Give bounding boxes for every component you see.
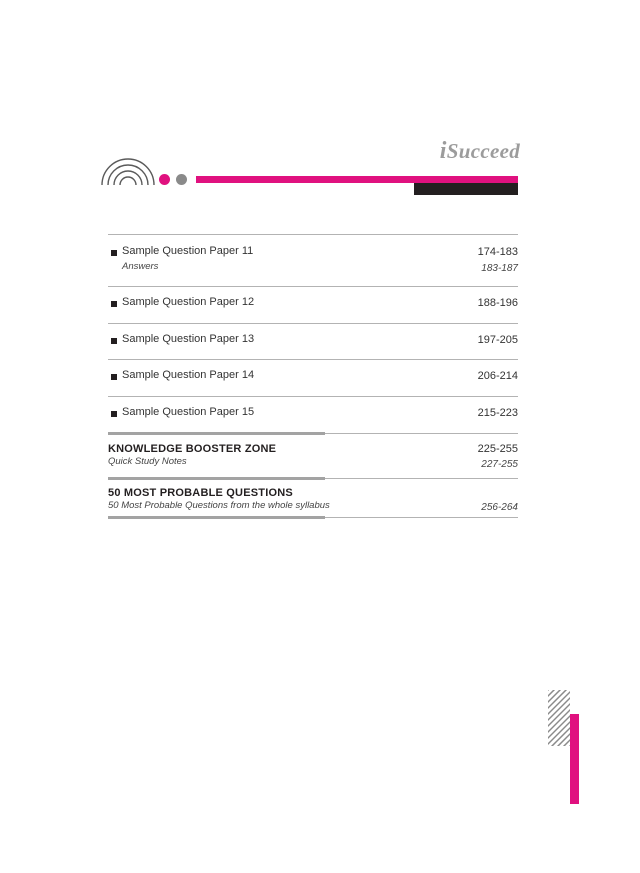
toc-entry-sqp-15[interactable] (108, 396, 518, 433)
side-accent-bar (570, 714, 579, 804)
section-title: KNOWLEDGE BOOSTER ZONE (108, 443, 277, 455)
section-pages: 225-255 (477, 443, 518, 455)
toc-entry-sqp-12[interactable] (108, 286, 518, 323)
toc-entry-sqp-14[interactable] (108, 359, 518, 396)
toc-entry-pages: 174-183 (477, 246, 518, 258)
concentric-arcs-icon (100, 155, 156, 187)
toc-entry-pages: 188-196 (477, 297, 518, 309)
toc-entry-title: Sample Question Paper 15 (122, 406, 255, 418)
toc-section-knowledge-booster[interactable] (108, 435, 518, 478)
section-sub-title: Quick Study Notes (108, 456, 187, 467)
header-accent-bar (196, 176, 518, 183)
section-sub-title: 50 Most Probable Questions from the whole syllabus (108, 500, 330, 511)
toc-entry-title: Sample Question Paper 12 (122, 296, 255, 308)
brand-logo-text: Succeed (446, 139, 520, 163)
toc-entry-title: Sample Question Paper 11 (122, 245, 254, 257)
bullet-icon (111, 374, 117, 380)
brand-logo-i: i (439, 138, 447, 164)
bullet-icon (111, 301, 117, 307)
bullet-icon (111, 250, 117, 256)
toc-entry-pages: 206-214 (477, 370, 518, 382)
bullet-icon (111, 411, 117, 417)
grey-dot (176, 174, 187, 185)
hatch-pattern-icon (548, 690, 570, 746)
header-dark-bar (414, 183, 518, 195)
toc-entry-sqp-11[interactable] (108, 234, 518, 286)
section-sub-pages: 227-255 (481, 459, 518, 470)
toc-entry-title: Sample Question Paper 14 (122, 369, 255, 381)
bullet-icon (111, 338, 117, 344)
toc-entry-sub-title: Answers (122, 261, 159, 272)
pink-dot (159, 174, 170, 185)
brand-logo (420, 138, 520, 165)
section-sub-pages: 256-264 (481, 502, 518, 513)
section-title: 50 MOST PROBABLE QUESTIONS (108, 487, 293, 499)
toc-entry-pages: 197-205 (477, 334, 518, 346)
toc-entry-sqp-13[interactable] (108, 323, 518, 359)
toc-section-most-probable[interactable] (108, 480, 518, 517)
toc-entry-pages: 215-223 (477, 407, 518, 419)
toc-entry-sub-pages: 183-187 (481, 263, 518, 274)
toc-entry-title: Sample Question Paper 13 (122, 333, 255, 345)
section-accent-bar (108, 516, 325, 519)
